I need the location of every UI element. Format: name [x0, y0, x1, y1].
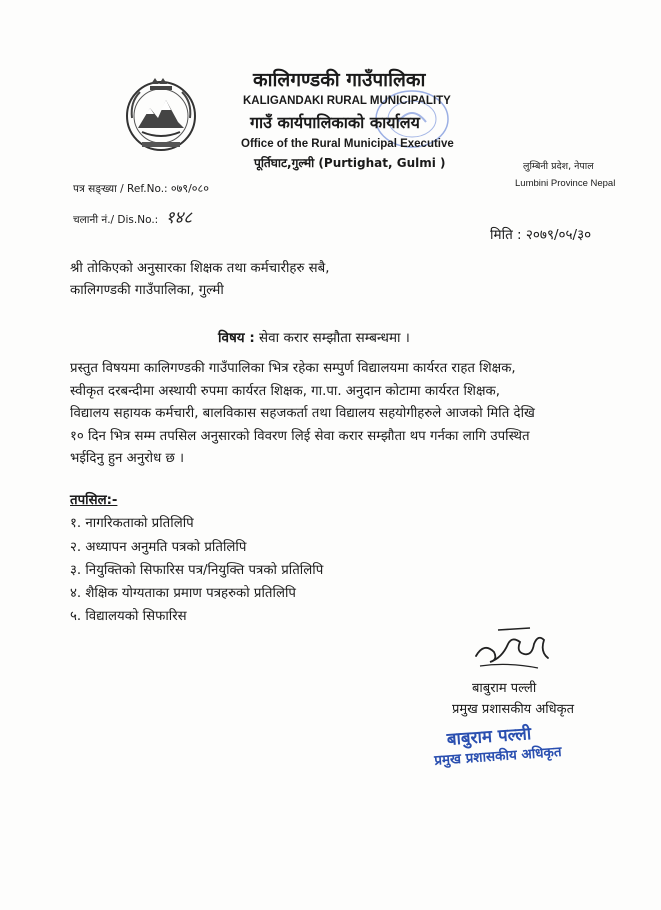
subject-line	[218, 328, 410, 346]
annex-item: २. अध्यापन अनुमति पत्रको प्रतिलिपि	[70, 540, 247, 555]
letter-date: मिति : २०७९/०५/३०	[490, 227, 592, 243]
subject-label: विषय :	[218, 330, 255, 346]
annex-item: ५. विद्यालयको सिफारिस	[70, 609, 187, 624]
office-name-np: गाउँ कार्यपालिकाको कार्यालय	[250, 113, 420, 132]
municipality-name-en: KALIGANDAKI RURAL MUNICIPALITY	[243, 95, 451, 107]
body-line: १० दिन भित्र सम्म तपसिल अनुसारको विवरण लिई सेवा करार सम्झौता थप गर्नका लागि उपस्थित	[70, 428, 530, 444]
annex-item: १. नागरिकताको प्रतिलिपि	[70, 516, 194, 531]
recipient-line-2: कालिगण्डकी गाउँपालिका, गुल्मी	[70, 283, 224, 298]
body-line: स्वीकृत दरबन्दीमा अस्थायी रुपमा कार्यरत शिक्षक, गा.पा. अनुदान कोटामा कार्यरत शिक्षक,	[70, 383, 500, 399]
dispatch-number-value: १४८	[165, 208, 193, 228]
seal-name: बाबुराम पल्ली	[446, 724, 532, 750]
body-paragraph	[70, 358, 535, 471]
subject-text: सेवा करार सम्झौता सम्बन्धमा ।	[259, 330, 410, 346]
municipality-name-np: कालिगण्डकी गाउँपालिका	[253, 69, 426, 91]
office-address: पूर्तिघाट,गुल्मी (Purtighat, Gulmi )	[254, 156, 446, 170]
body-line: भईदिनु हुन अनुरोध छ ।	[70, 451, 185, 466]
province-en: Lumbini Province Nepal	[515, 178, 616, 189]
recipient-line-1: श्री तोकिएको अनुसारका शिक्षक तथा कर्मचारीहरु सबै,	[70, 261, 330, 276]
annex-item: ४. शैक्षिक योग्यताका प्रमाण पत्रहरुको प्रतिलिपि	[70, 586, 296, 601]
handwritten-signature	[468, 622, 564, 674]
dispatch-number-row	[73, 205, 192, 228]
annex-title: तपसिल:-	[70, 493, 118, 508]
province-np: लुम्बिनी प्रदेश, नेपाल	[523, 161, 594, 172]
signatory-title: प्रमुख प्रशासकीय अधिकृत	[452, 702, 575, 717]
nepal-emblem-logo	[120, 72, 202, 154]
seal-title: प्रमुख प्रशासकीय अधिकृत	[433, 744, 563, 769]
annex-item: ३. नियुक्तिको सिफारिस पत्र/नियुक्ति पत्रको प्रतिलिपि	[70, 563, 324, 578]
office-name-en: Office of the Rural Municipal Executive	[241, 138, 454, 150]
dispatch-number-label: चलानी नं./ Dis.No.:	[73, 214, 159, 226]
body-line: प्रस्तुत विषयमा कालिगण्डकी गाउँपालिका भित्र रहेका सम्पुर्ण विद्यालयमा कार्यरत राहत शिक्षक,	[70, 361, 516, 376]
ref-number-value: ०७९/०८०	[170, 182, 209, 195]
ref-number-row	[73, 181, 209, 196]
official-name-seal	[432, 717, 595, 776]
body-line: विद्यालय सहायक कर्मचारी, बालविकास सहजकर्ता तथा विद्यालय सहयोगीहरुले आजको मिति देखि	[70, 406, 535, 421]
ref-number-label: पत्र सङ्ख्या / Ref.No.:	[73, 183, 168, 195]
signatory-name: बाबुराम पल्ली	[472, 681, 537, 696]
